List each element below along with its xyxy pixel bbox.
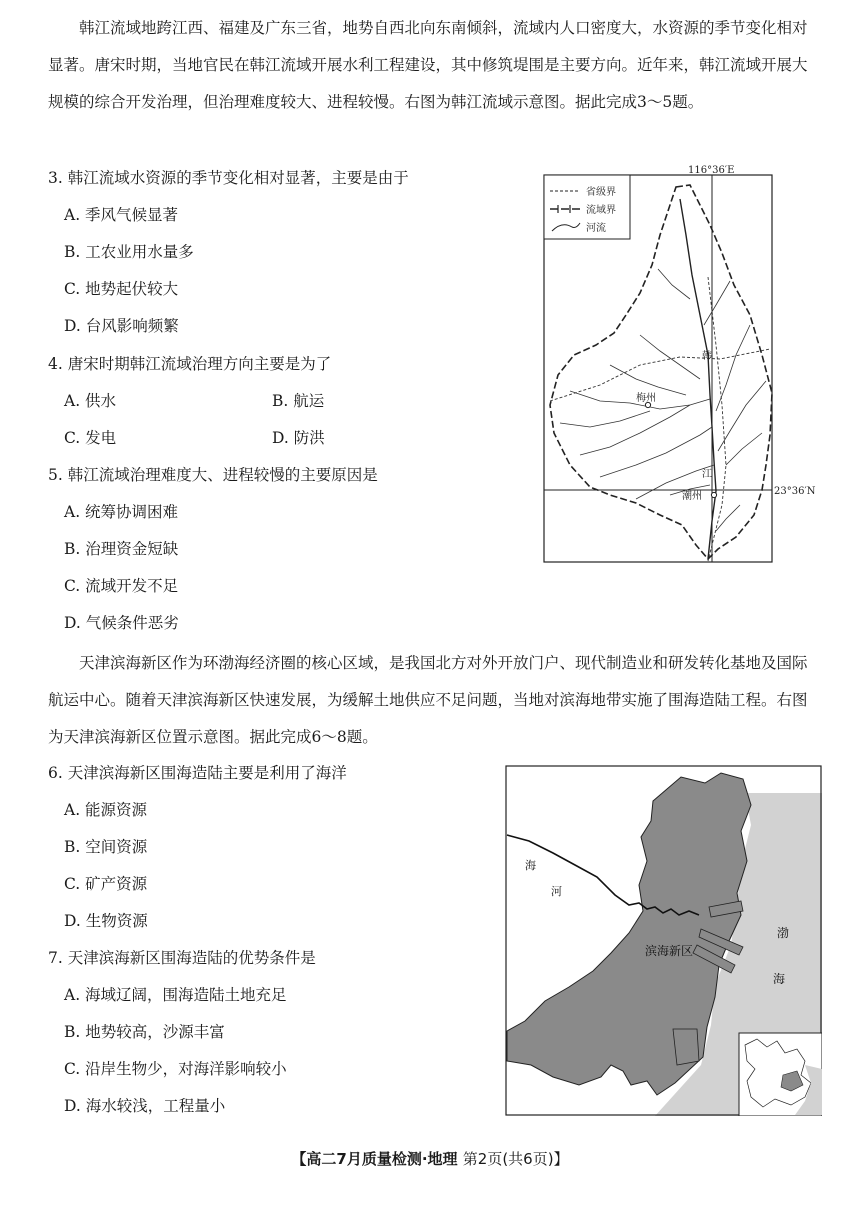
passage-hanjiang: 韩江流域地跨江西、福建及广东三省，地势自西北向东南倾斜，流域内人口密度大，水资源的季节变化相对显著。唐宋时期，当地官民在韩江流域开展水利工程建设，其中修筑堤围是主要方向。近年来，韩江流域开展大规模的综合开发治理，但治理难度较大、进程较慢。右图为韩江流域示意图。据此完成3～5题。: [48, 19, 808, 111]
tianjin-binhai-map: [505, 765, 822, 1116]
question-7-option-b[interactable]: B. 地势较高，沙源丰富: [64, 1023, 225, 1041]
inset-location-map: [739, 1033, 822, 1116]
bohai-label-bo: 渤: [777, 926, 790, 940]
latitude-label: 23°36′N: [774, 486, 816, 497]
reclaimed-land-4: [673, 1029, 699, 1065]
chaozhou-label: 潮州: [682, 491, 702, 502]
question-3-stem: 3. 韩江流域水资源的季节变化相对显著，主要是由于: [48, 169, 409, 187]
question-4-option-c[interactable]: C. 发电: [64, 429, 117, 447]
legend-basin-label: 流域界: [586, 205, 616, 216]
question-5-option-b[interactable]: B. 治理资金短缺: [64, 540, 179, 558]
question-6-option-c[interactable]: C. 矿产资源: [64, 875, 148, 893]
passage-tianjin: 天津滨海新区作为环渤海经济圈的核心区域，是我国北方对外开放门户、现代制造业和研发转化基地及国际航运中心。随着天津滨海新区快速发展，为缓解土地供应不足问题，当地对滨海地带实施了围海造陆工程。右图为天津滨海新区位置示意图。据此完成6～8题。: [48, 654, 808, 746]
question-5-option-d[interactable]: D. 气候条件恶劣: [64, 614, 179, 632]
question-3-option-d[interactable]: D. 台风影响频繁: [64, 317, 179, 335]
question-3-option-c[interactable]: C. 地势起伏较大: [64, 280, 179, 298]
river-han-label: 韩: [702, 351, 712, 362]
binhai-label: 滨海新区: [645, 944, 694, 958]
question-7-option-a[interactable]: A. 海域辽阔，围海造陆土地充足: [64, 986, 287, 1004]
question-5-stem: 5. 韩江流域治理难度大、进程较慢的主要原因是: [48, 466, 378, 484]
chaozhou-city-dot: [711, 492, 716, 497]
question-4-option-a[interactable]: A. 供水: [64, 392, 117, 410]
meizhou-label: 梅州: [636, 393, 656, 404]
question-4-option-b[interactable]: B. 航运: [272, 392, 325, 410]
question-6-option-d[interactable]: D. 生物资源: [64, 912, 148, 930]
haihe-label-he: 河: [551, 885, 562, 898]
longitude-label: 116°36′E: [688, 165, 735, 176]
question-3-option-b[interactable]: B. 工农业用水量多: [64, 243, 194, 261]
page-footer: [0, 1148, 860, 1169]
question-6-stem: 6. 天津滨海新区围海造陆主要是利用了海洋: [48, 764, 347, 782]
footer-page-number: 第2页(共6页)】: [462, 1150, 569, 1168]
footer-title: 【高二7月质量检测·地理: [291, 1150, 458, 1168]
question-5-option-a[interactable]: A. 统筹协调困难: [64, 503, 179, 521]
question-5-option-c[interactable]: C. 流域开发不足: [64, 577, 179, 595]
question-7-stem: 7. 天津滨海新区围海造陆的优势条件是: [48, 949, 316, 967]
river-jiang-label: 江: [702, 469, 712, 480]
legend-province-label: 省级界: [586, 187, 616, 198]
map-legend: [544, 175, 630, 239]
haihe-label-hai: 海: [525, 859, 536, 872]
question-4-option-d[interactable]: D. 防洪: [272, 429, 325, 447]
question-6-option-a[interactable]: A. 能源资源: [64, 801, 148, 819]
legend-river-label: 河流: [586, 223, 606, 234]
question-6-option-b[interactable]: B. 空间资源: [64, 838, 148, 856]
question-4-stem: 4. 唐宋时期韩江流域治理方向主要是为了: [48, 355, 332, 373]
question-7-option-c[interactable]: C. 沿岸生物少，对海洋影响较小: [64, 1060, 287, 1078]
question-3-option-a[interactable]: A. 季风气候显著: [64, 206, 179, 224]
hanjiang-basin-map: [540, 165, 822, 565]
question-7-option-d[interactable]: D. 海水较浅，工程量小: [64, 1097, 226, 1115]
bohai-label-hai: 海: [773, 972, 786, 986]
